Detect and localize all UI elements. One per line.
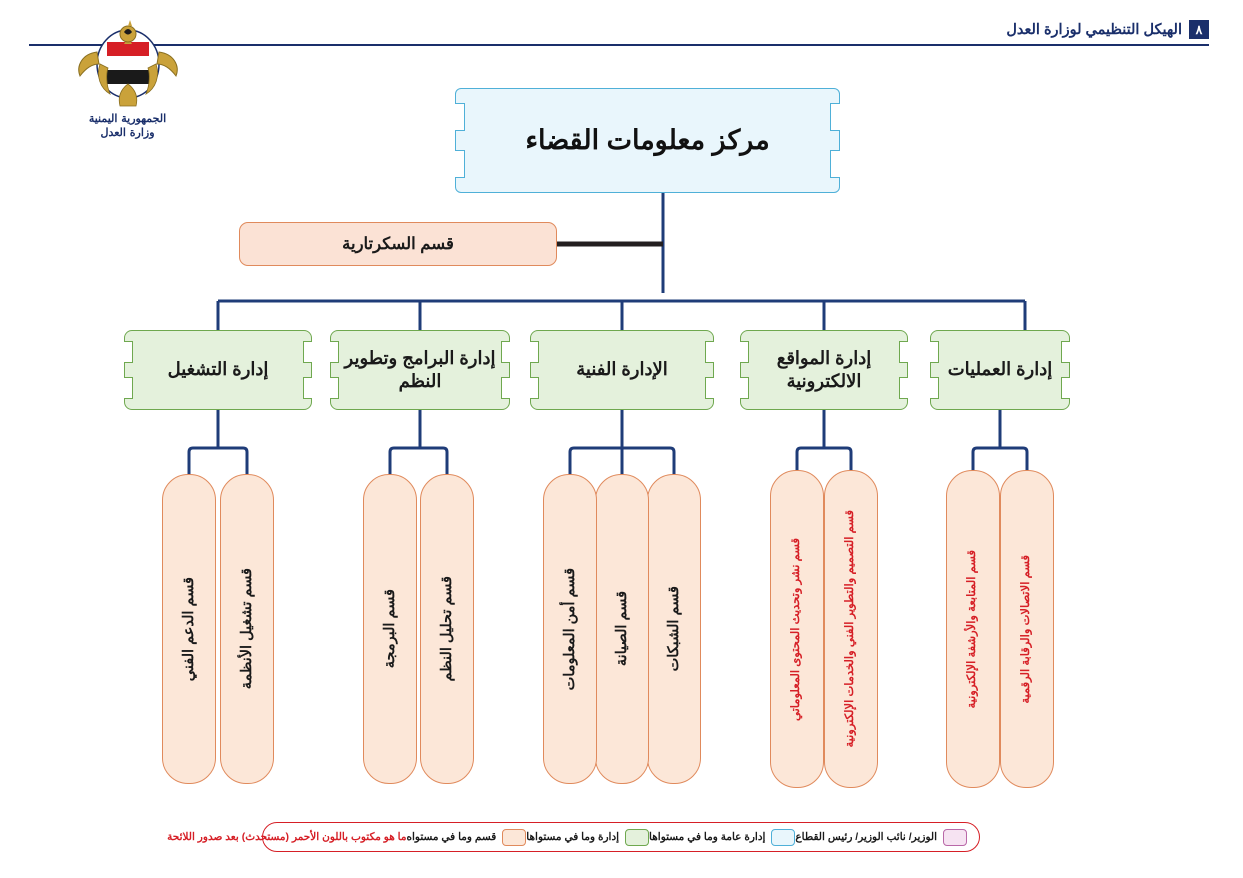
notch (303, 377, 312, 399)
page-header (1006, 20, 1209, 39)
notch (930, 377, 939, 399)
node-section[interactable] (543, 474, 597, 784)
node-label: قسم تحليل النظم (438, 576, 455, 682)
legend-label: إدارة وما في مستواها (526, 831, 620, 843)
legend-swatch-general-department (771, 829, 795, 846)
node-section[interactable] (824, 470, 878, 788)
node-label: قسم الشبكات (665, 586, 682, 672)
node-section[interactable] (220, 474, 274, 784)
notch (330, 341, 339, 363)
node-secretariat-label: قسم السكرتارية (342, 235, 454, 253)
node-department-websites[interactable] (740, 330, 908, 410)
node-department-operations-run[interactable] (124, 330, 312, 410)
node-section[interactable] (162, 474, 216, 784)
node-label: الإدارة الفنية (576, 359, 668, 380)
node-label: قسم أمن المعلومات (561, 567, 578, 691)
notch (501, 341, 510, 363)
node-department-programs[interactable] (330, 330, 510, 410)
legend-swatch-section (502, 829, 526, 846)
legend-swatch-department (625, 829, 649, 846)
node-department-operations[interactable] (930, 330, 1070, 410)
notch (705, 377, 714, 399)
node-section[interactable] (1000, 470, 1054, 788)
node-section[interactable] (946, 470, 1000, 788)
legend-label: إدارة عامة وما في مستواها (649, 831, 766, 843)
notch (830, 103, 840, 131)
legend-item-department (526, 829, 649, 846)
page-title: الهيكل التنظيمي لوزارة العدل (1006, 21, 1182, 38)
notch (530, 341, 539, 363)
node-label: قسم نشر وتحديث المحتوى المعلوماتي (790, 537, 803, 721)
notch (899, 341, 908, 363)
node-section[interactable] (595, 474, 649, 784)
node-label: قسم الدعم الفني (180, 576, 197, 682)
legend-label: قسم وما في مستواه (406, 831, 497, 843)
legend-item-note (167, 831, 406, 843)
notch (1061, 377, 1070, 399)
notch (740, 377, 749, 399)
emblem-caption-line2: وزارة العدل (100, 125, 155, 139)
node-label: إدارة العمليات (947, 359, 1053, 380)
notch (124, 377, 133, 399)
node-label: إدارة البرامج وتطوير النظم (344, 347, 496, 391)
node-root[interactable] (455, 88, 840, 193)
notch (899, 377, 908, 399)
node-label: قسم البرمجة (381, 589, 398, 669)
node-section[interactable] (420, 474, 474, 784)
node-label: قسم المتابعة والأرشفة الإلكترونية (966, 549, 979, 709)
node-label: قسم التصميم والتطوير الفني والخدمات الإلكترونية (844, 510, 857, 748)
page-number: ٨ (1189, 20, 1209, 39)
legend-swatch-minister (943, 829, 967, 846)
yemen-eagle-emblem-icon (74, 18, 182, 110)
emblem (70, 18, 185, 153)
legend-item-general-department (649, 829, 795, 846)
notch (740, 341, 749, 363)
legend-item-minister (795, 829, 967, 846)
notch (930, 341, 939, 363)
node-secretariat[interactable] (239, 222, 557, 266)
emblem-caption (70, 112, 185, 140)
notch (1061, 341, 1070, 363)
notch (830, 150, 840, 178)
node-department-technical[interactable] (530, 330, 714, 410)
node-section[interactable] (770, 470, 824, 788)
node-label: قسم تشغيل الأنظمة (238, 568, 255, 690)
notch (455, 103, 465, 131)
notch (530, 377, 539, 399)
notch (330, 377, 339, 399)
emblem-caption-line1: الجمهورية اليمنية (88, 112, 167, 125)
node-label: قسم الصيانة (613, 591, 630, 667)
node-section[interactable] (647, 474, 701, 784)
node-label: إدارة التشغيل (167, 359, 269, 380)
legend-item-section (407, 829, 527, 846)
legend-label: ما هو مكتوب باللون الأحمر (مستحدث) بعد صدور اللائحة (167, 831, 407, 843)
legend-label: الوزير/ نائب الوزير/ رئيس القطاع (795, 831, 937, 843)
notch (303, 341, 312, 363)
node-root-label: مركز معلومات القضاء (525, 125, 770, 155)
notch (705, 341, 714, 363)
legend (167, 822, 980, 852)
notch (501, 377, 510, 399)
notch (455, 150, 465, 178)
notch (124, 341, 133, 363)
node-label: إدارة المواقع الالكترونية (776, 347, 872, 391)
node-label: قسم الاتصالات والرقابة الرقمية (1020, 554, 1033, 704)
header-divider (29, 44, 1209, 46)
node-section[interactable] (363, 474, 417, 784)
